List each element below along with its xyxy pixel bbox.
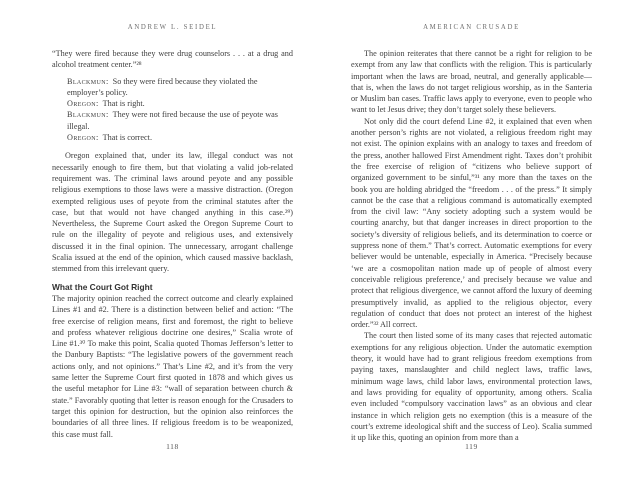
dialogue-line [67, 132, 293, 143]
left-page [52, 20, 293, 465]
dialogue-line [67, 76, 293, 99]
dialogue-block [67, 76, 293, 144]
page-number-right: 119 [465, 442, 478, 451]
speaker-label: Oregon: [67, 133, 99, 143]
dialogue-text: That is right. [102, 99, 145, 109]
opening-paragraph: “They were fired because they were drug counselors . . . at a drug and alcohol treatment center.”²⁸ [52, 49, 293, 70]
dialogue-text: They were not fired because the use of peyote was illegal. [67, 110, 278, 131]
section-heading: What the Court Got Right [52, 281, 153, 292]
body-paragraph: The opinion reiterates that there cannot be a right for religion to be exempt from any law that conflicts with the religion. This is particularly important when the laws are broad, neutral, and generally applicable—that is, when the laws do not target religious worship, as in the Santeria or Muslim ban cases. Traffic laws apply to everyone, even to people who want to let Jesus drive; they don’t target solely these believers. [351, 49, 592, 115]
right-page-body [351, 48, 592, 443]
speaker-label: Blackmun: [67, 76, 109, 86]
running-header-title: AMERICAN CRUSADE [423, 24, 520, 31]
left-page-body [52, 48, 293, 440]
speaker-label: Oregon: [67, 99, 99, 109]
speaker-label: Blackmun: [67, 110, 109, 120]
body-paragraph: The majority opinion reached the correct outcome and clearly explained Lines #1 and #2. There is a distinction between belief and action: “The free exercise of religion means, first and foremost, the right to believe and profess whatever religious doctrine one desires,” Scalia wrote of Line #1.³⁰ To make this point, Scalia quoted Thomas Jefferson’s letter to the Danbury Baptists: “The legislative powers of the government reach actions only, and not opinions.” That’s Line #2, and it’s from the very same letter the Supreme Court first quoted in 1878 and which gives us the useful metaphor for Line #3: “wall of separation between church & state.” Favorably quoting that letter is reason enough for the Crusaders to target this opinion for destruction, but the opinion also reinforces the boundaries of all three lines. If religious freedom is to be weaponized, this case must fall. [52, 293, 293, 439]
body-paragraph: Oregon explained that, under its law, illegal conduct was not necessarily enough to fire them, but that violating a valid job-related requirement was. The criminal laws around peyote and any possible religious exemptions to those laws were a massive distraction. (Oregon exempted religious uses of peyote from the criminal statutes after the case, but that would not have changed anything in this case.²⁹) Nevertheless, the Supreme Court asked the Oregon Supreme Court to rule on the illegality of peyote and religious uses, and extensively discussed it in the final opinion. The unnecessary, arrogant challenge Scalia issued at the end of the opinion, which caused massive backlash, stemmed from this irrelevant query. [52, 151, 293, 274]
right-page [351, 20, 592, 465]
body-paragraph: The court then listed some of its many cases that rejected automatic exemptions for any religious objection. Under the automatic exemption theory, it would have had to grant religious freedom exemptions from paying taxes, manslaughter and child neglect laws, traffic laws, minimum wage laws, child labor laws, environmental protection laws, and laws providing for equality of opportunity, among others. Scalia even included “compulsory vaccination laws” as an obvious and clear instance in which religion gets no exemption (this is a measure of the court’s extreme ideological shift and the success of Leo). Scalia summed it up like this, quoting an opinion from more than a [351, 331, 592, 443]
body-paragraph: Not only did the court defend Line #2, it explained that even when another person’s rights are not violated, a religious freedom right may not exist. The opinion explains with an analogy to taxes and freedom of the press, another hallowed First Amendment right. Taxes don’t prohibit the free exercise of religion of “citizens who believe support of organized government to be sinful,”³¹ any more than the taxes on the book you are holding abridged the “freedom . . . of the press.” It simply cannot be the case that a religious command is automatically exempted from the civil law: “Any society adopting such a system would be courting anarchy, but that danger increases in direct proportion to the society’s diversity of religious beliefs, and its determination to coerce or suppress none of them.” That’s correct. Automatic exemptions for every believer would be untenable, especially in America. “Precisely because ‘we are a cosmopolitan nation made up of people of almost every conceivable religious preference,’ and precisely because we value and protect that religious divergence, we cannot afford the luxury of deeming presumptively invalid, as applied to the religious objector, every regulation of conduct that does not protect an interest of the highest order.”³² All correct. [351, 116, 592, 330]
page-number-left: 118 [166, 442, 179, 451]
dialogue-line [67, 109, 293, 132]
dialogue-text: So they were fired because they violated the employer’s policy. [67, 76, 258, 97]
dialogue-line [67, 98, 293, 109]
running-header-author: ANDREW L. SEIDEL [127, 24, 218, 31]
dialogue-text: That is correct. [102, 133, 152, 143]
